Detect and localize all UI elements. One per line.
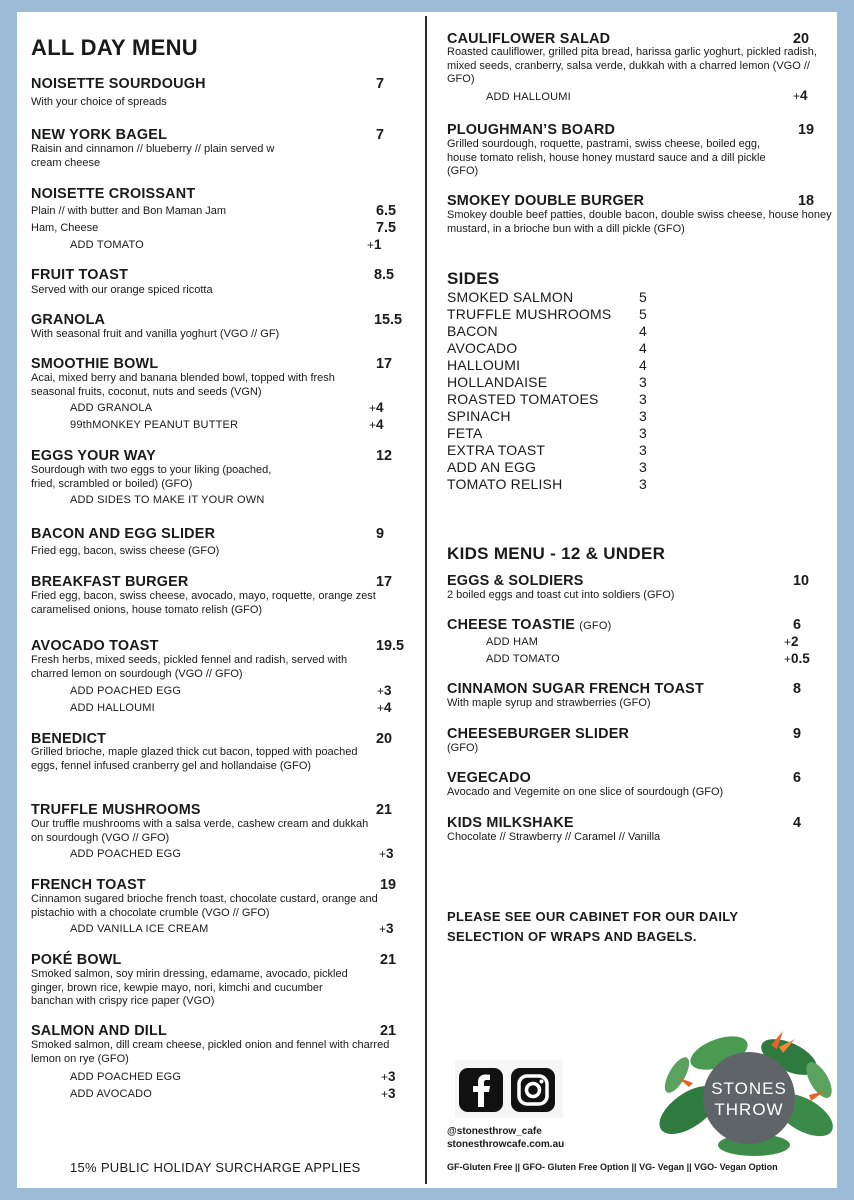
side-name: TOMATO RELISH xyxy=(447,476,563,492)
item-description: Grilled sourdough, roquette, pastrami, swiss cheese, boiled egg, house tomato relish, house honey mustard sauce and a dill pickle (GFO) xyxy=(447,138,766,177)
item-price: 7 xyxy=(376,127,385,143)
variant-price: 6.5 xyxy=(376,203,397,219)
addon-label: ADD TOMATO xyxy=(486,653,560,665)
item-price: 20 xyxy=(793,31,810,47)
item-description: Smokey double beef patties, double bacon, double swiss cheese, house honey mustard, in a brioche bun with a dill pickle (GFO) xyxy=(447,209,832,235)
item-description: Roasted cauliflower, grilled pita bread, harissa garlic yoghurt, pickled radish, mixed seeds, cranberry, salsa verde, dukkah with a charred lemon (VGO // GFO) xyxy=(447,46,817,85)
item-name: SMOOTHIE BOWL xyxy=(31,356,159,372)
item-name: GRANOLA xyxy=(31,312,106,328)
item-name: FRENCH TOAST xyxy=(31,877,146,893)
side-price: 5 xyxy=(639,289,647,305)
addon-price: +4 xyxy=(793,88,808,103)
item-name: FRUIT TOAST xyxy=(31,267,129,283)
item-price: 6 xyxy=(793,617,802,633)
item-name: POKÉ BOWL xyxy=(31,952,122,968)
item-name: SMOKEY DOUBLE BURGER xyxy=(447,193,645,209)
item-price: 21 xyxy=(380,1023,397,1039)
side-name: SMOKED SALMON xyxy=(447,289,574,305)
item-name: NOISETTE SOURDOUGH xyxy=(31,76,206,92)
addon-label: ADD GRANOLA xyxy=(70,402,153,414)
item-price: 21 xyxy=(380,952,397,968)
addon-price: +1 xyxy=(367,237,382,252)
addon-label: ADD AVOCADO xyxy=(70,1088,153,1100)
item-price: 19.5 xyxy=(376,638,405,654)
addon-label: ADD POACHED EGG xyxy=(70,685,182,697)
item-price: 18 xyxy=(798,193,815,209)
facebook-icon[interactable] xyxy=(459,1068,503,1112)
item-price: 4 xyxy=(793,815,802,831)
variant-price: 7.5 xyxy=(376,220,397,236)
side-name: AVOCADO xyxy=(447,340,518,356)
addon-label: ADD HAM xyxy=(486,636,539,648)
item-name: CHEESEBURGER SLIDER xyxy=(447,726,630,742)
side-price: 3 xyxy=(639,442,647,458)
item-description: With maple syrup and strawberries (GFO) xyxy=(447,697,651,709)
side-name: HALLOUMI xyxy=(447,357,521,373)
item-description: Raisin and cinnamon // blueberry // plain served w cream cheese xyxy=(31,143,275,169)
item-description: Fried egg, bacon, swiss cheese (GFO) xyxy=(31,545,220,557)
item-name: VEGECADO xyxy=(447,770,531,786)
item-price: 21 xyxy=(376,802,393,818)
addon-price: +3 xyxy=(377,683,392,698)
addon-label: ADD HALLOUMI xyxy=(486,91,571,103)
item-description: Served with our orange spiced ricotta xyxy=(31,284,213,296)
item-description: Avocado and Vegemite on one slice of sourdough (GFO) xyxy=(447,786,724,798)
item-price: 20 xyxy=(376,731,393,747)
side-name: TRUFFLE MUSHROOMS xyxy=(447,306,612,322)
addon-label: ADD POACHED EGG xyxy=(70,848,182,860)
addon-label: ADD TOMATO xyxy=(70,239,144,251)
item-price: 9 xyxy=(376,526,385,542)
item-description: With seasonal fruit and vanilla yoghurt (VGO // GF) xyxy=(31,328,280,340)
item-name: BACON AND EGG SLIDER xyxy=(31,526,216,542)
item-description: With your choice of spreads xyxy=(31,96,167,108)
item-price: 17 xyxy=(376,356,393,372)
sides-title: SIDES xyxy=(447,269,500,288)
side-name: FETA xyxy=(447,425,483,441)
item-note: ADD SIDES TO MAKE IT YOUR OWN xyxy=(70,494,265,506)
item-description: (GFO) xyxy=(447,742,479,754)
item-price: 19 xyxy=(380,877,397,893)
item-name: SALMON AND DILL xyxy=(31,1023,167,1039)
item-price: 19 xyxy=(798,122,815,138)
surcharge-notice: 15% PUBLIC HOLIDAY SURCHARGE APPLIES xyxy=(70,1160,361,1175)
side-price: 3 xyxy=(639,425,647,441)
item-description: Cinnamon sugared brioche french toast, chocolate custard, orange and pistachio with a chocolate crumble (VGO // GFO) xyxy=(31,893,378,919)
side-name: EXTRA TOAST xyxy=(447,442,546,458)
side-price: 3 xyxy=(639,408,647,424)
item-description: Chocolate // Strawberry // Caramel // Vanilla xyxy=(447,831,661,843)
item-variant: Ham, Cheese xyxy=(31,222,99,234)
item-name: BREAKFAST BURGER xyxy=(31,574,189,590)
instagram-icon[interactable] xyxy=(511,1068,555,1112)
item-name: BENEDICT xyxy=(31,731,107,747)
addon-price: +4 xyxy=(369,400,384,415)
item-description: Sourdough with two eggs to your liking (poached, fried, scrambled or boiled) (GFO) xyxy=(31,464,272,490)
addon-price: +4 xyxy=(377,700,392,715)
addon-price: +3 xyxy=(379,921,394,936)
side-price: 4 xyxy=(639,340,647,356)
item-name: TRUFFLE MUSHROOMS xyxy=(31,802,201,818)
item-price: 15.5 xyxy=(374,312,403,328)
side-price: 4 xyxy=(639,323,647,339)
logo-line-2: THROW xyxy=(714,1100,784,1119)
social-icons xyxy=(455,1060,563,1118)
item-price: 9 xyxy=(793,726,802,742)
side-name: HOLLANDAISE xyxy=(447,374,548,390)
item-price: 10 xyxy=(793,573,810,589)
addon-price: +3 xyxy=(379,846,394,861)
item-name: EGGS YOUR WAY xyxy=(31,448,156,464)
item-description: Fresh herbs, mixed seeds, pickled fennel and radish, served with charred lemon on sourdough (VGO // GFO) xyxy=(31,654,348,680)
addon-price: +3 xyxy=(381,1069,396,1084)
dietary-legend: GF-Gluten Free || GFO- Gluten Free Option || VG- Vegan || VGO- Vegan Option xyxy=(447,1162,778,1172)
item-name: NOISETTE CROISSANT xyxy=(31,186,196,202)
addon-label: ADD POACHED EGG xyxy=(70,1071,182,1083)
item-price: 6 xyxy=(793,770,802,786)
item-name: NEW YORK BAGEL xyxy=(31,127,168,143)
item-price: 8 xyxy=(793,681,802,697)
item-price: 7 xyxy=(376,76,385,92)
side-name: ADD AN EGG xyxy=(447,459,537,475)
addon-price: +3 xyxy=(381,1086,396,1101)
side-price: 3 xyxy=(639,459,647,475)
logo-text xyxy=(703,1078,795,1120)
addon-label: ADD HALLOUMI xyxy=(70,702,155,714)
item-price: 17 xyxy=(376,574,393,590)
side-price: 4 xyxy=(639,357,647,373)
item-description: 2 boiled eggs and toast cut into soldiers (GFO) xyxy=(447,589,675,601)
item-name: AVOCADO TOAST xyxy=(31,638,159,654)
cabinet-notice: PLEASE SEE OUR CABINET FOR OUR DAILY SELECTION OF WRAPS AND BAGELS. xyxy=(447,909,739,944)
item-description: Acai, mixed berry and banana blended bowl, topped with fresh seasonal fruits, coconut, nuts and seeds (VGN) xyxy=(31,372,335,398)
item-description: Our truffle mushrooms with a salsa verde, cashew cream and dukkah on sourdough (VGO // GFO) xyxy=(31,818,369,844)
item-name: PLOUGHMAN’S BOARD xyxy=(447,122,616,138)
side-price: 3 xyxy=(639,374,647,390)
item-description: Smoked salmon, soy mirin dressing, edamame, avocado, pickled ginger, brown rice, kewpie mayo, nori, kimchi and cucumber banchan with crispy rice paper (VGO) xyxy=(31,968,348,1007)
side-price: 3 xyxy=(639,476,647,492)
addon-price: +2 xyxy=(784,634,799,649)
side-name: SPINACH xyxy=(447,408,511,424)
item-description: Grilled brioche, maple glazed thick cut bacon, topped with poached eggs, fennel infused cranberry gel and hollandaise (GFO) xyxy=(31,746,358,772)
side-price: 3 xyxy=(639,391,647,407)
item-price: 12 xyxy=(376,448,393,464)
website-link[interactable]: stonesthrowcafe.com.au xyxy=(447,1139,565,1150)
item-name: CHEESE TOASTIE (GFO) xyxy=(447,617,612,633)
item-description: Smoked salmon, dill cream cheese, pickled onion and fennel with charred lemon on rye (GFO) xyxy=(31,1039,390,1065)
item-name: EGGS & SOLDIERS xyxy=(447,573,584,589)
social-handle[interactable]: @stonesthrow_cafe xyxy=(447,1126,542,1137)
item-name: CINNAMON SUGAR FRENCH TOAST xyxy=(447,681,704,697)
kids-menu-title: KIDS MENU - 12 & UNDER xyxy=(447,544,666,563)
logo-line-1: STONES xyxy=(711,1079,787,1098)
item-name: KIDS MILKSHAKE xyxy=(447,815,574,831)
item-description: Fried egg, bacon, swiss cheese, avocado, mayo, roquette, orange zest caramelised onions, house tomato relish (GFO) xyxy=(31,590,376,616)
stones-throw-logo xyxy=(659,1025,834,1160)
column-divider xyxy=(425,16,427,1184)
addon-price: +4 xyxy=(369,417,384,432)
side-name: BACON xyxy=(447,323,498,339)
addon-label: 99thMONKEY PEANUT BUTTER xyxy=(70,419,239,431)
item-price: 8.5 xyxy=(374,267,395,283)
addon-label: ADD VANILLA ICE CREAM xyxy=(70,923,209,935)
addon-price: +0.5 xyxy=(784,651,810,666)
side-name: ROASTED TOMATOES xyxy=(447,391,599,407)
item-variant: Plain // with butter and Bon Maman Jam xyxy=(31,205,227,217)
item-name: CAULIFLOWER SALAD xyxy=(447,31,611,47)
menu-title: ALL DAY MENU xyxy=(31,35,198,60)
side-price: 5 xyxy=(639,306,647,322)
